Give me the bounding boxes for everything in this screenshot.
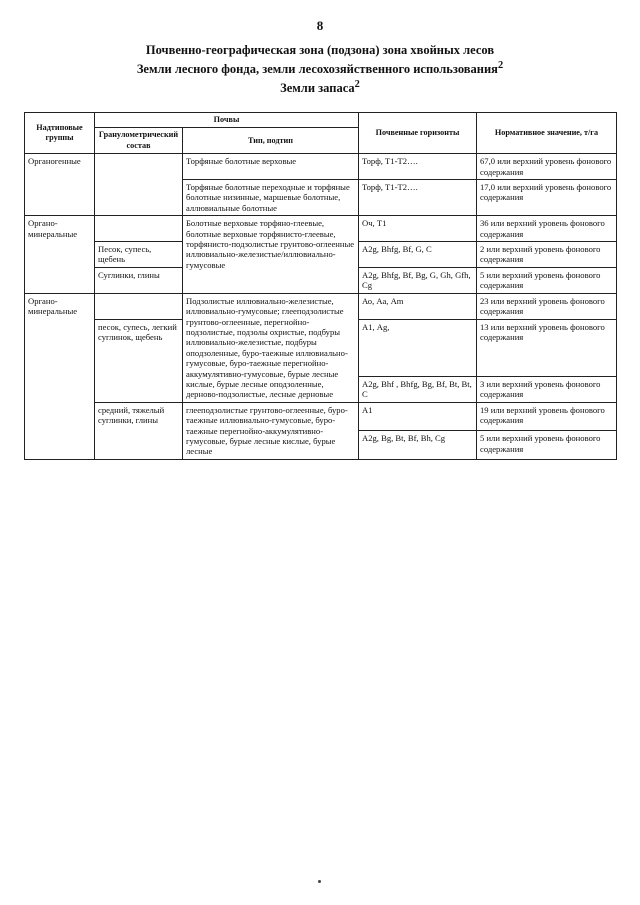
footnote-marker: 2 bbox=[354, 79, 360, 91]
table-row bbox=[25, 216, 617, 242]
cell-horizons: Оч, Т1 bbox=[359, 216, 477, 242]
cell-norm: 13 или верхний уровень фонового содержания bbox=[477, 319, 617, 376]
cell-norm: 3 или верхний уровень фонового содержания bbox=[477, 376, 617, 402]
cell-type: Болотные верховые торфяно-глеевые, болотные верховые торфянисто-глеевые, торфянисто-подзолистые грунтово-оглеенные иллювиально-железистые/иллювиально-гумусовые bbox=[183, 216, 359, 293]
heading-reserve bbox=[30, 77, 610, 96]
cell-horizons: A2g, Bg, Bt, Bf, Bh, Cg bbox=[359, 431, 477, 460]
header-type: Тип, подтип bbox=[183, 128, 359, 154]
table-header-row bbox=[25, 113, 617, 128]
soil-norms-table bbox=[24, 112, 617, 460]
cell-norm: 2 или верхний уровень фонового содержания bbox=[477, 242, 617, 268]
cell-granulometric bbox=[95, 154, 183, 216]
cell-granulometric bbox=[95, 216, 183, 242]
cell-horizons: Торф, Т1-Т2…. bbox=[359, 154, 477, 180]
cell-norm: 67,0 или верхний уровень фонового содержания bbox=[477, 154, 617, 180]
cell-horizons: А1, Аg, bbox=[359, 319, 477, 376]
document-heading bbox=[30, 42, 610, 96]
header-soils: Почвы bbox=[95, 113, 359, 128]
cell-granulometric: Суглинки, глины bbox=[95, 267, 183, 293]
cell-horizons: A2g, Bhf , Bhfg, Bg, Bf, Bt, Bt, C bbox=[359, 376, 477, 402]
cell-horizons: Торф, Т1-Т2…. bbox=[359, 180, 477, 216]
table-row bbox=[25, 293, 617, 319]
cell-norm: 23 или верхний уровень фонового содержания bbox=[477, 293, 617, 319]
heading-zone: Почвенно-географическая зона (подзона) зона хвойных лесов bbox=[145, 43, 495, 57]
header-norm: Нормативное значение, т/га bbox=[477, 113, 617, 154]
page-number: 8 bbox=[316, 18, 324, 33]
cell-horizons: А1 bbox=[359, 402, 477, 431]
cell-type: Торфяные болотные переходные и торфяные болотные низинные, маршевые болотные, аллювиальные болотные bbox=[183, 180, 359, 216]
header-granulometric: Гранулометрический состав bbox=[95, 128, 183, 154]
cell-norm: 17,0 или верхний уровень фонового содержания bbox=[477, 180, 617, 216]
cell-granulometric: песок, супесь, легкий суглинок, щебень bbox=[95, 319, 183, 402]
cell-group: Органо-минеральные bbox=[25, 293, 95, 459]
scan-dot bbox=[318, 880, 321, 883]
cell-granulometric: Песок, супесь, щебень bbox=[95, 242, 183, 268]
cell-granulometric bbox=[95, 293, 183, 319]
header-horizons: Почвенные горизонты bbox=[359, 113, 477, 154]
cell-group: Органогенные bbox=[25, 154, 95, 216]
header-group: Надтиповые группы bbox=[25, 113, 95, 154]
cell-norm: 19 или верхний уровень фонового содержания bbox=[477, 402, 617, 431]
cell-horizons: Ао, Аа, Аm bbox=[359, 293, 477, 319]
heading-land-category-text: Земли лесного фонда, земли лесохозяйственного использования bbox=[136, 62, 498, 77]
heading-reserve-text: Земли запаса bbox=[280, 81, 355, 96]
cell-norm: 5 или верхний уровень фонового содержания bbox=[477, 431, 617, 460]
cell-type: глееподзолистые грунтово-оглеенные, буро-таежные иллювиально-гумусовые, буро-таежные перегнойно-аккумулятивно-гумусовые, бурые лесные кислые, бурые лесные bbox=[183, 402, 359, 459]
cell-granulometric: средний, тяжелый суглинки, глины bbox=[95, 402, 183, 459]
heading-land-category bbox=[30, 58, 610, 77]
cell-type: Подзолистые иллювиально-железистые, иллювиально-гумусовые; глееподзолистые грунтово-оглеенные, перегнойно-подзолистые, подзолы охристые, подбуры иллювиально-железистые, подбуры оподзоленные, буро-таежные иллювиально-гумусовые, буро-таежные перегнойно-аккумулятивно-гумусовые, бурые лесные кислые, бурые лесные оподзоленные, дерново-подзолистые, лесные дерновые bbox=[183, 293, 359, 402]
cell-horizons: A2g, Bhfg, Bf, Bg, G, Gh, Gfh, Cg bbox=[359, 267, 477, 293]
cell-horizons: A2g, Bhfg, Bf, G, C bbox=[359, 242, 477, 268]
cell-norm: 5 или верхний уровень фонового содержания bbox=[477, 267, 617, 293]
footnote-marker: 2 bbox=[497, 60, 504, 71]
table-row bbox=[25, 402, 617, 431]
table-row bbox=[25, 154, 617, 180]
cell-norm: 36 или верхний уровень фонового содержания bbox=[477, 216, 617, 242]
cell-type: Торфяные болотные верховые bbox=[183, 154, 359, 180]
cell-group: Органо-минеральные bbox=[25, 216, 95, 293]
